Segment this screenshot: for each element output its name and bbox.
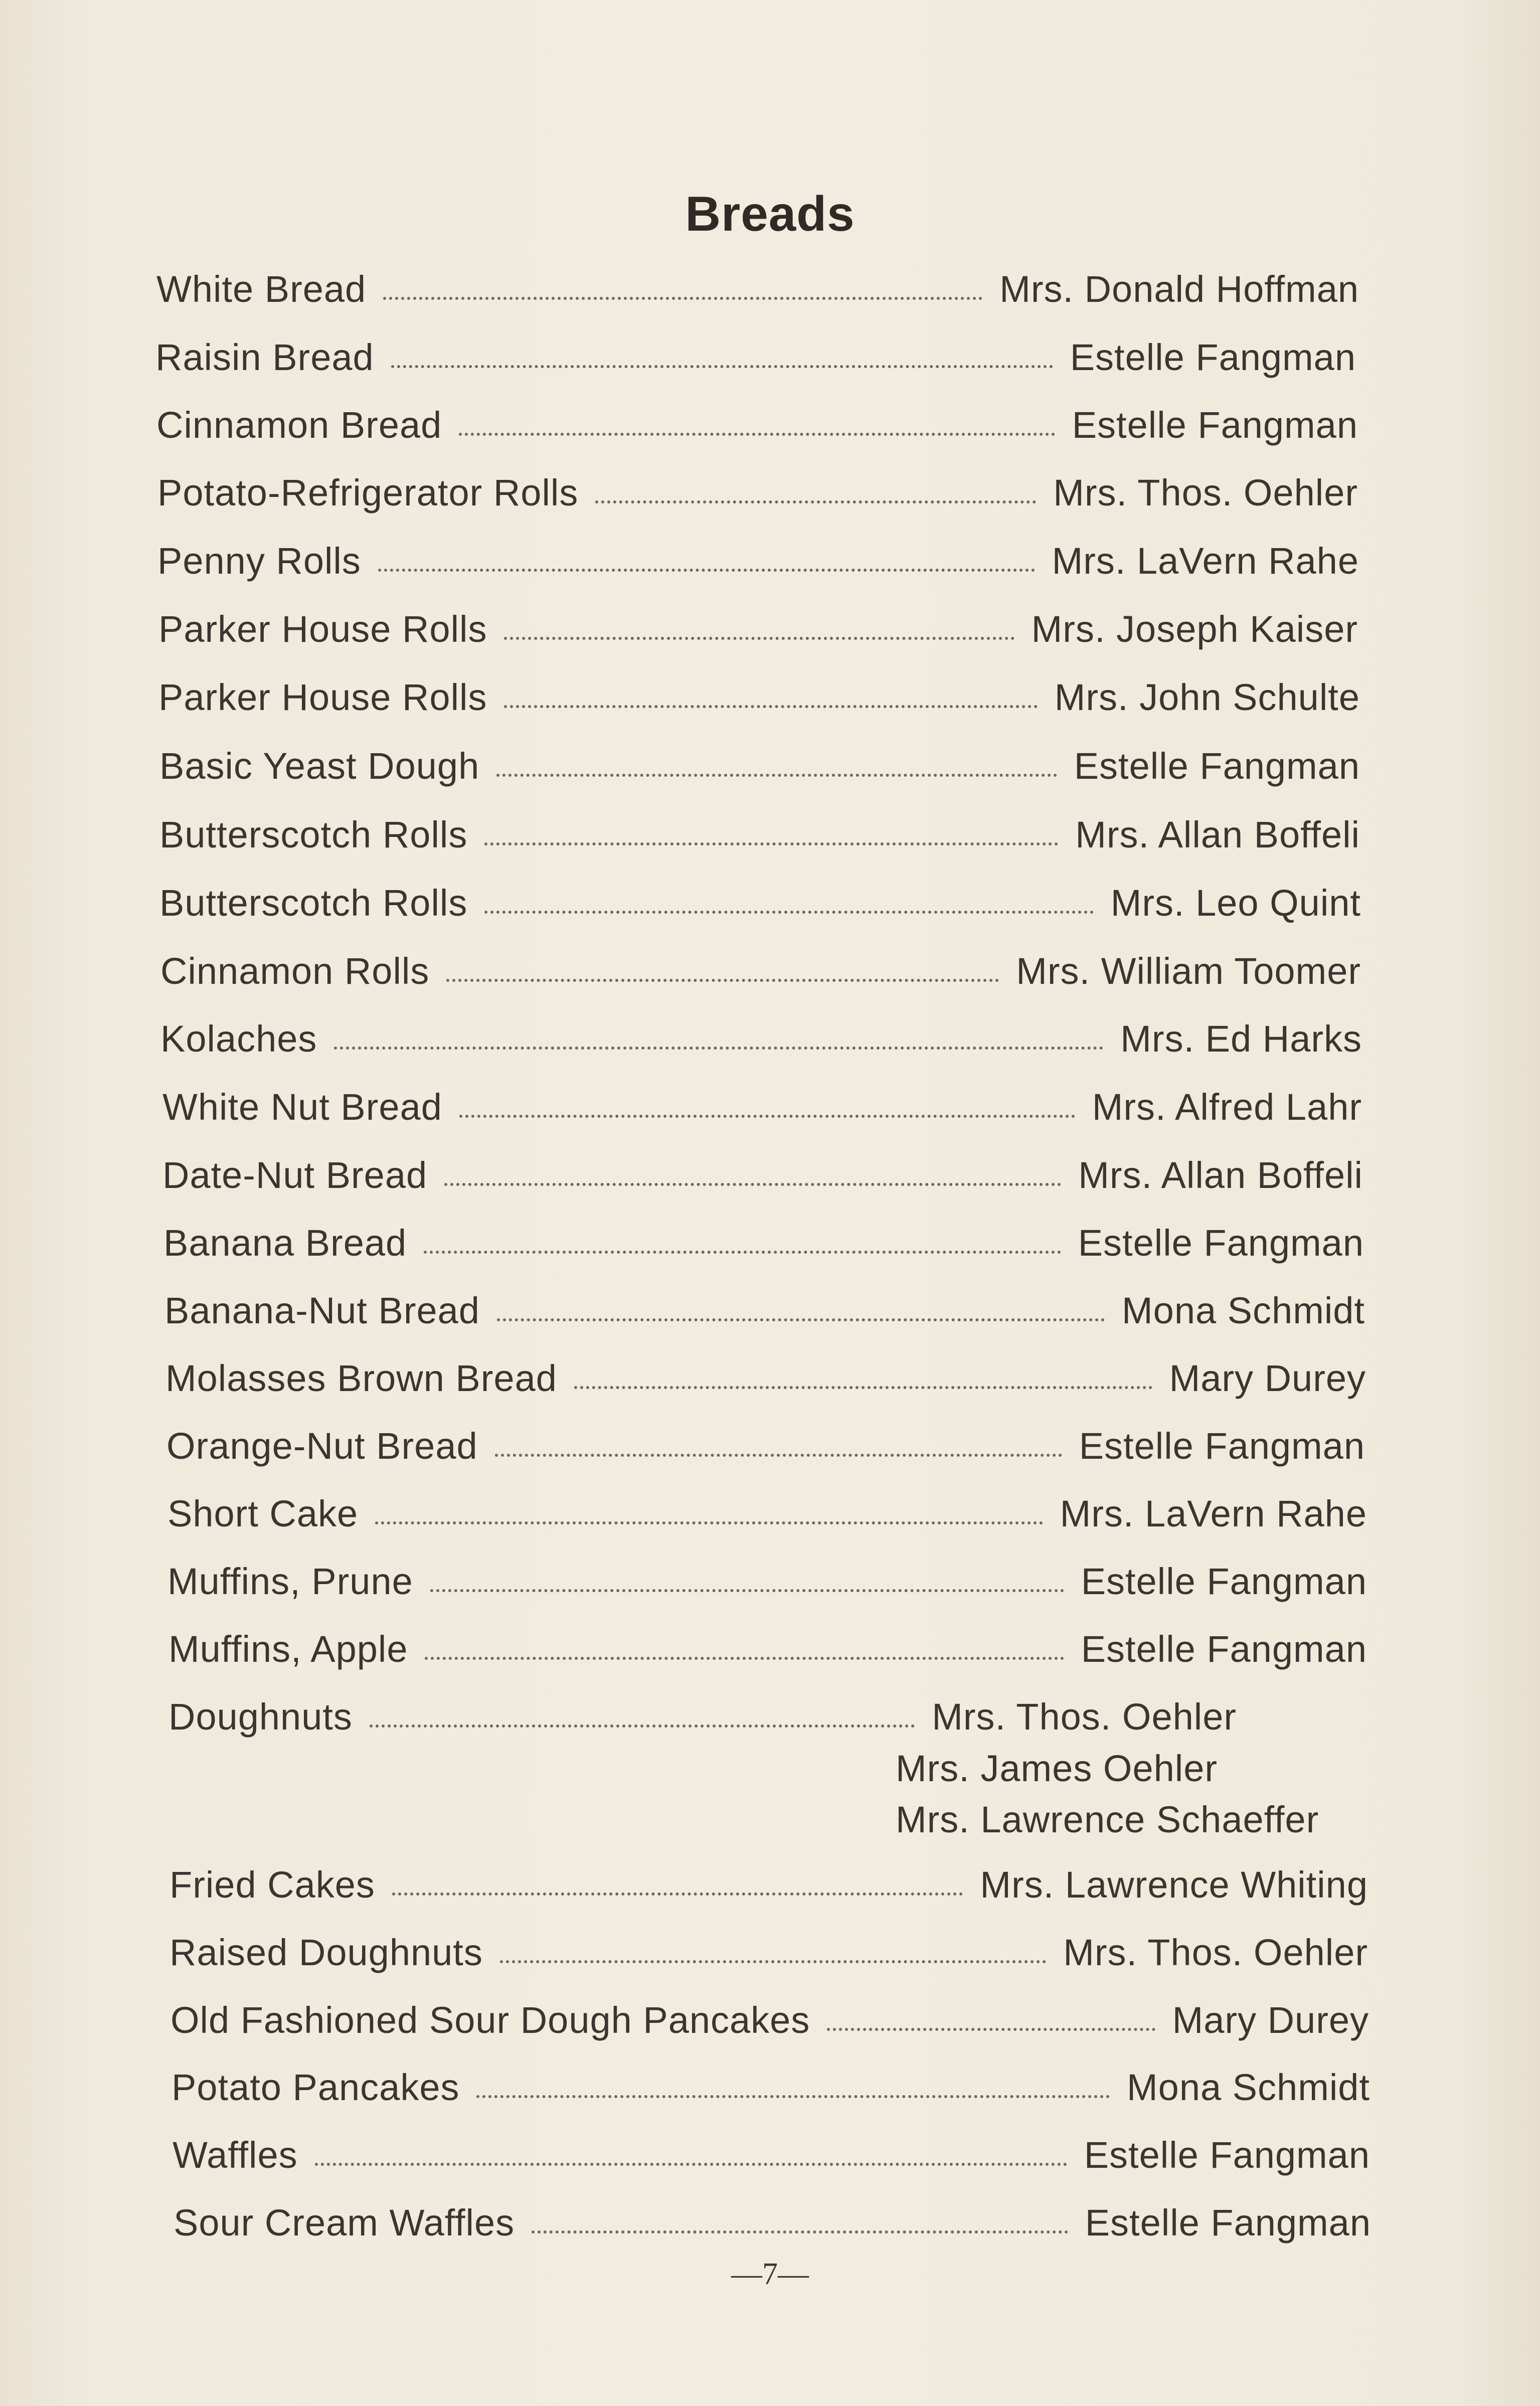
recipe-entry bbox=[162, 1086, 1362, 1128]
dot-leader bbox=[459, 433, 1055, 436]
dot-leader bbox=[424, 1251, 1061, 1254]
recipe-name: Parker House Rolls bbox=[158, 676, 487, 718]
recipe-name: Date-Nut Bread bbox=[162, 1154, 428, 1196]
dot-leader bbox=[459, 1115, 1075, 1118]
recipe-name: Potato Pancakes bbox=[172, 2067, 460, 2108]
dot-leader bbox=[497, 1318, 1105, 1321]
recipe-entry bbox=[158, 608, 1358, 650]
recipe-entry bbox=[156, 268, 1359, 310]
recipe-entry bbox=[168, 1628, 1367, 1670]
recipe-entry bbox=[162, 1154, 1363, 1196]
dot-leader bbox=[495, 1454, 1062, 1457]
recipe-author: Estelle Fangman bbox=[1079, 1425, 1365, 1467]
recipe-extra-author: Mrs. Lawrence Schaeffer bbox=[896, 1799, 1319, 1840]
recipe-entry bbox=[174, 2204, 1371, 2242]
recipe-name: Muffins, Prune bbox=[167, 1561, 413, 1602]
recipe-name: Raised Doughnuts bbox=[169, 1932, 483, 1973]
recipe-entry bbox=[156, 404, 1358, 446]
dot-leader bbox=[370, 1725, 915, 1728]
recipe-author: Estelle Fangman bbox=[1084, 2134, 1370, 2176]
recipe-author: Mrs. Alfred Lahr bbox=[1092, 1086, 1362, 1128]
dot-leader bbox=[504, 705, 1037, 708]
recipe-name: Old Fashioned Sour Dough Pancakes bbox=[170, 1999, 810, 2041]
dot-leader bbox=[496, 774, 1057, 777]
dot-leader bbox=[378, 569, 1035, 572]
dot-leader bbox=[484, 842, 1058, 845]
recipe-author: Mrs. John Schulte bbox=[1054, 676, 1360, 718]
recipe-entry bbox=[169, 1934, 1368, 1971]
recipe-author: Mona Schmidt bbox=[1122, 1290, 1365, 1331]
recipe-name: Butterscotch Rolls bbox=[159, 814, 468, 855]
recipe-entry bbox=[157, 474, 1358, 511]
recipe-author: Mrs. Ed Harks bbox=[1120, 1018, 1362, 1060]
dot-leader bbox=[430, 1589, 1064, 1592]
recipe-entry bbox=[172, 2069, 1370, 2106]
recipe-name: White Bread bbox=[156, 268, 367, 310]
recipe-name: Orange-Nut Bread bbox=[166, 1425, 478, 1467]
recipe-entry bbox=[164, 1292, 1365, 1329]
dot-leader bbox=[444, 1183, 1061, 1186]
recipe-name: Penny Rolls bbox=[157, 540, 361, 582]
recipe-author: Mrs. LaVern Rahe bbox=[1060, 1493, 1367, 1534]
recipe-author: Mrs. Thos. Oehler bbox=[1063, 1932, 1368, 1973]
recipe-entry bbox=[160, 1020, 1362, 1058]
recipe-entry bbox=[169, 1866, 1368, 1904]
dot-leader bbox=[425, 1657, 1064, 1660]
recipe-author: Estelle Fangman bbox=[1081, 1628, 1367, 1670]
recipe-author: Mary Durey bbox=[1172, 1999, 1369, 2041]
recipe-extra-author: Mrs. James Oehler bbox=[896, 1748, 1218, 1789]
recipe-author: Mary Durey bbox=[1169, 1357, 1366, 1399]
recipe-author: Mrs. Thos. Oehler bbox=[932, 1696, 1237, 1738]
recipe-author: Mona Schmidt bbox=[1127, 2067, 1370, 2108]
recipe-author: Mrs. Thos. Oehler bbox=[1053, 472, 1358, 513]
recipe-author: Mrs. Allan Boffeli bbox=[1078, 1154, 1363, 1196]
dot-leader bbox=[504, 637, 1014, 640]
recipe-author: Estelle Fangman bbox=[1070, 336, 1356, 378]
recipe-name: White Nut Bread bbox=[162, 1086, 442, 1128]
recipe-name: Potato-Refrigerator Rolls bbox=[157, 472, 579, 513]
recipe-name: Waffles bbox=[173, 2134, 298, 2176]
recipe-author: Estelle Fangman bbox=[1085, 2202, 1371, 2244]
recipe-entry bbox=[170, 1999, 1369, 2041]
recipe-name: Muffins, Apple bbox=[168, 1628, 408, 1670]
page-number: —7— bbox=[731, 2257, 809, 2291]
recipe-entry bbox=[166, 1425, 1365, 1467]
dot-leader bbox=[392, 1893, 963, 1896]
recipe-name: Short Cake bbox=[167, 1493, 359, 1534]
recipe-entry bbox=[159, 816, 1360, 853]
dot-leader bbox=[500, 1960, 1046, 1963]
section-title: Breads bbox=[685, 186, 855, 241]
recipe-author: Mrs. William Toomer bbox=[1016, 950, 1361, 992]
recipe-entry bbox=[167, 1563, 1367, 1600]
recipe-author: Estelle Fangman bbox=[1072, 404, 1358, 446]
recipe-author: Mrs. Lawrence Whiting bbox=[980, 1864, 1368, 1906]
recipe-name: Banana-Nut Bread bbox=[164, 1290, 480, 1331]
recipe-entry bbox=[165, 1357, 1366, 1399]
recipe-entry bbox=[158, 676, 1360, 718]
recipe-entry bbox=[160, 950, 1361, 992]
dot-leader bbox=[476, 2095, 1110, 2098]
recipe-entry bbox=[167, 1495, 1367, 1532]
recipe-entry bbox=[157, 540, 1359, 582]
dot-leader bbox=[446, 979, 999, 982]
recipe-name: Cinnamon Rolls bbox=[160, 950, 430, 992]
recipe-name: Kolaches bbox=[160, 1018, 317, 1060]
recipe-name: Parker House Rolls bbox=[158, 608, 487, 650]
dot-leader bbox=[532, 2230, 1068, 2233]
dot-leader bbox=[391, 365, 1053, 368]
recipe-author: Mrs. Leo Quint bbox=[1110, 882, 1361, 924]
dot-leader bbox=[315, 2163, 1067, 2166]
dot-leader bbox=[334, 1047, 1103, 1050]
recipe-author: Mrs. LaVern Rahe bbox=[1052, 540, 1359, 582]
recipe-entry bbox=[159, 745, 1360, 787]
recipe-name: Doughnuts bbox=[168, 1696, 353, 1738]
recipe-name: Banana Bread bbox=[163, 1222, 407, 1264]
recipe-author: Mrs. Donald Hoffman bbox=[999, 268, 1359, 310]
dot-leader bbox=[827, 2028, 1155, 2031]
recipe-author: Mrs. Joseph Kaiser bbox=[1031, 608, 1358, 650]
dot-leader bbox=[595, 500, 1036, 503]
recipe-name: Molasses Brown Bread bbox=[165, 1357, 557, 1399]
recipe-name: Raisin Bread bbox=[155, 336, 374, 378]
recipe-entry bbox=[168, 1698, 1237, 1736]
recipe-entry bbox=[163, 1222, 1364, 1264]
dot-leader bbox=[484, 911, 1093, 914]
recipe-entry bbox=[155, 336, 1356, 378]
dot-leader bbox=[574, 1386, 1152, 1389]
recipe-name: Cinnamon Bread bbox=[156, 404, 442, 446]
recipe-author: Estelle Fangman bbox=[1074, 745, 1360, 787]
recipe-author: Estelle Fangman bbox=[1078, 1222, 1364, 1264]
dot-leader bbox=[375, 1521, 1043, 1524]
recipe-entry bbox=[159, 882, 1361, 924]
dot-leader bbox=[383, 297, 982, 300]
recipe-name: Sour Cream Waffles bbox=[174, 2202, 515, 2244]
recipe-entry bbox=[173, 2134, 1370, 2176]
recipe-name: Butterscotch Rolls bbox=[159, 882, 468, 924]
recipe-name: Fried Cakes bbox=[169, 1864, 375, 1906]
recipe-author: Mrs. Allan Boffeli bbox=[1075, 814, 1360, 855]
recipe-name: Basic Yeast Dough bbox=[159, 745, 480, 787]
recipe-author: Estelle Fangman bbox=[1081, 1561, 1367, 1602]
